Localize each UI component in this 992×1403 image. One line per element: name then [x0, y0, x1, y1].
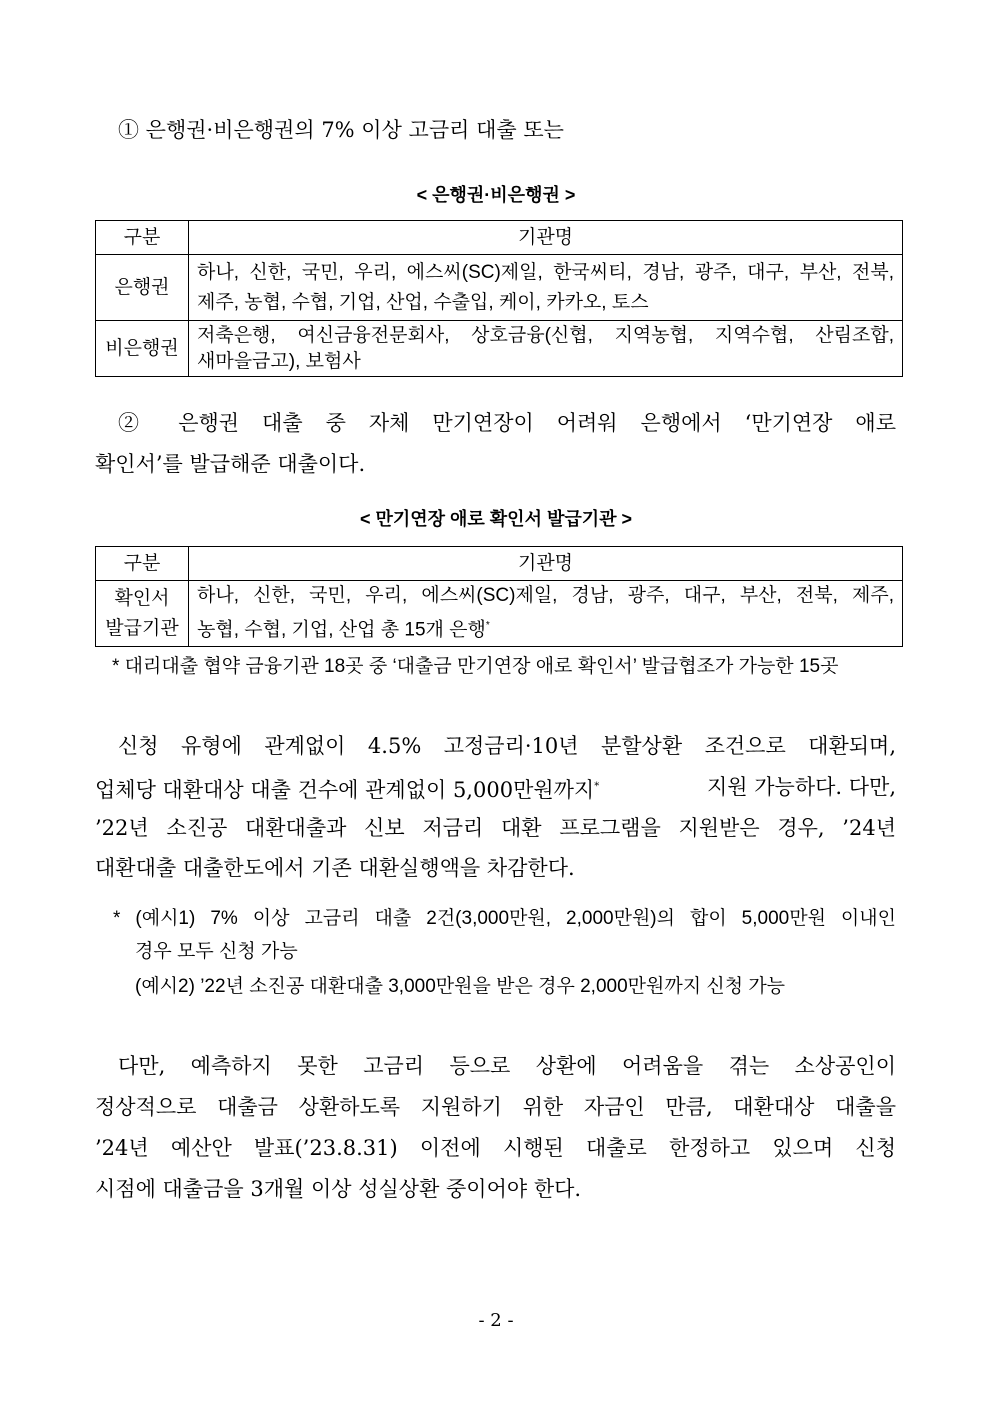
table-row	[96, 581, 903, 647]
para3-line: 업체당 대환대상 대출 건수에 관계없이 5,000만원까지	[95, 778, 595, 802]
row-label: 비은행권	[96, 321, 189, 377]
item-2-line: 확인서’를 발급해준 대출이다.	[95, 452, 366, 476]
example-line: 경우 모두 신청 가능	[135, 941, 298, 962]
footnote-mark: *	[485, 620, 490, 632]
header-category: 구분	[96, 547, 189, 581]
para4-line: 시점에 대출금을 3개월 이상 성실상환 중이어야 한다.	[95, 1177, 582, 1201]
page-number: - 2 -	[478, 1310, 514, 1331]
header-institution: 기관명	[189, 547, 903, 581]
row-label: 발급기관	[105, 617, 179, 639]
item-2-line: ② 은행권 대출 중 자체 만기연장이 어려워 은행에서 ‘만기연장 애로	[118, 411, 896, 435]
row-line: 제주, 농협, 수협, 기업, 산업, 수출입, 케이, 카카오, 토스	[197, 291, 649, 313]
example-line: * (예시1) 7% 이상 고금리 대출 2건(3,000만원, 2,000만원)의 합이 5,000만원 이내인	[113, 908, 896, 929]
row-label: 확인서	[114, 587, 170, 609]
issuer-table	[95, 546, 903, 647]
row-line: 하나, 신한, 국민, 우리, 에스씨(SC)제일, 한국씨티, 경남, 광주, 대구, 부산, 전북,	[197, 261, 894, 283]
row-line: 저축은행, 여신금융전문회사, 상호금융(신협, 지역농협, 지역수협, 산림조합,	[197, 324, 894, 346]
row-label: 은행권	[96, 255, 189, 321]
row-line: 새마을금고), 보험사	[197, 350, 361, 372]
bank-table	[95, 220, 903, 377]
para3-line: ’22년 소진공 대환대출과 신보 저금리 대환 프로그램을 지원받은 경우, ’24년	[95, 816, 896, 840]
para4-line: ’24년 예산안 발표(’23.8.31) 이전에 시행된 대출로 한정하고 있으며 신청	[95, 1136, 896, 1160]
item-1: ① 은행권·비은행권의 7% 이상 고금리 대출 또는	[118, 118, 564, 142]
para4-line: 다만, 예측하지 못한 고금리 등으로 상환에 어려움을 겪는 소상공인이	[118, 1054, 896, 1078]
example-line: (예시2) ’22년 소진공 대환대출 3,000만원을 받은 경우 2,000만원까지 신청 가능	[135, 976, 786, 997]
table-row	[96, 321, 903, 377]
table1-title: < 은행권·비은행권 >	[416, 185, 576, 205]
header-category: 구분	[96, 221, 189, 255]
table2-title: < 만기연장 애로 확인서 발급기관 >	[359, 509, 633, 529]
row-line: 농협, 수협, 기업, 산업 총 15개 은행	[197, 619, 486, 641]
para3-line: 지원 가능하다. 다만,	[707, 775, 896, 799]
row-line: 하나, 신한, 국민, 우리, 에스씨(SC)제일, 경남, 광주, 대구, 부산, 전북, 제주,	[197, 585, 894, 607]
para4-line: 정상적으로 대출금 상환하도록 지원하기 위한 자금인 만큼, 대환대상 대출을	[95, 1095, 896, 1119]
header-institution: 기관명	[189, 221, 903, 255]
para3-line: 대환대출 대출한도에서 기존 대환실행액을 차감한다.	[95, 856, 575, 880]
table-row	[96, 255, 903, 321]
para3-line: 신청 유형에 관계없이 4.5% 고정금리·10년 분할상환 조건으로 대환되며,	[118, 734, 896, 758]
footnote-mark: *	[594, 781, 600, 792]
table2-footnote: * 대리대출 협약 금융기관 18곳 중 ‘대출금 만기연장 애로 확인서’ 발급협조가 가능한 15곳	[112, 656, 839, 677]
